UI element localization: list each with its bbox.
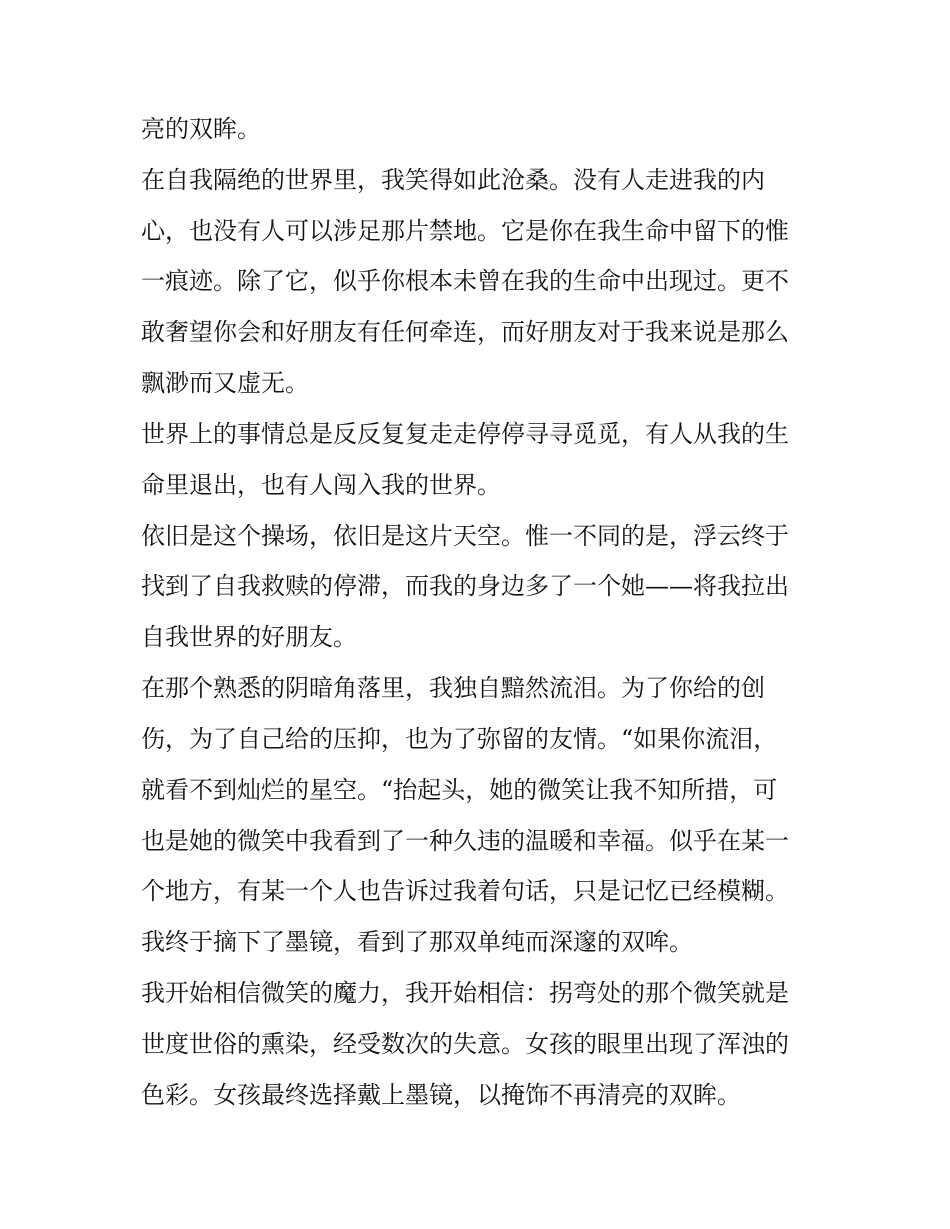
text-line: 在那个熟悉的阴暗角落里，我独自黯然流泪。为了你给的创 [141, 674, 765, 702]
text-line: 亮的双眸。 [141, 115, 261, 143]
text-line: 在自我隔绝的世界里，我笑得如此沧桑。没有人走进我的内 [141, 166, 765, 194]
text-line: 自我世界的好朋友。 [141, 623, 357, 651]
text-line: 命里退出，也有人闯入我的世界。 [141, 471, 501, 499]
text-line: 飘渺而又虚无。 [141, 369, 309, 397]
text-line: 找到了自我救赎的停滞，而我的身边多了一个她——将我拉出 [141, 572, 789, 600]
text-line: 心，也没有人可以涉足那片禁地。它是你在我生命中留下的惟 [141, 217, 789, 245]
text-line: 色彩。女孩最终选择戴上墨镜，以掩饰不再清亮的双眸。 [141, 1081, 741, 1109]
text-line: 伤，为了自己给的压抑，也为了弥留的友情。“如果你流泪， [141, 725, 778, 753]
text-line: 一痕迹。除了它，似乎你根本未曾在我的生命中出现过。更不 [141, 267, 789, 295]
text-line: 个地方，有某一个人也告诉过我着句话，只是记忆已经模糊。 [141, 877, 789, 905]
text-line: 敢奢望你会和好朋友有任何牵连，而好朋友对于我来说是那么 [141, 318, 789, 346]
text-line: 也是她的微笑中我看到了一种久违的温暖和幸福。似乎在某一 [141, 827, 789, 855]
text-line: 就看不到灿烂的星空。“抬起头，她的微笑让我不知所措，可 [141, 776, 778, 804]
text-line: 我开始相信微笑的魔力，我开始相信：拐弯处的那个微笑就是 [141, 979, 789, 1007]
text-line: 依旧是这个操场，依旧是这片天空。惟一不同的是，浮云终于 [141, 522, 789, 550]
text-line: 我终于摘下了墨镜，看到了那双单纯而深邃的双哞。 [141, 928, 693, 956]
text-line: 世界上的事情总是反反复复走走停停寻寻觅觅，有人从我的生 [141, 420, 789, 448]
text-line: 世度世俗的熏染，经受数次的失意。女孩的眼里出现了浑浊的 [141, 1030, 789, 1058]
